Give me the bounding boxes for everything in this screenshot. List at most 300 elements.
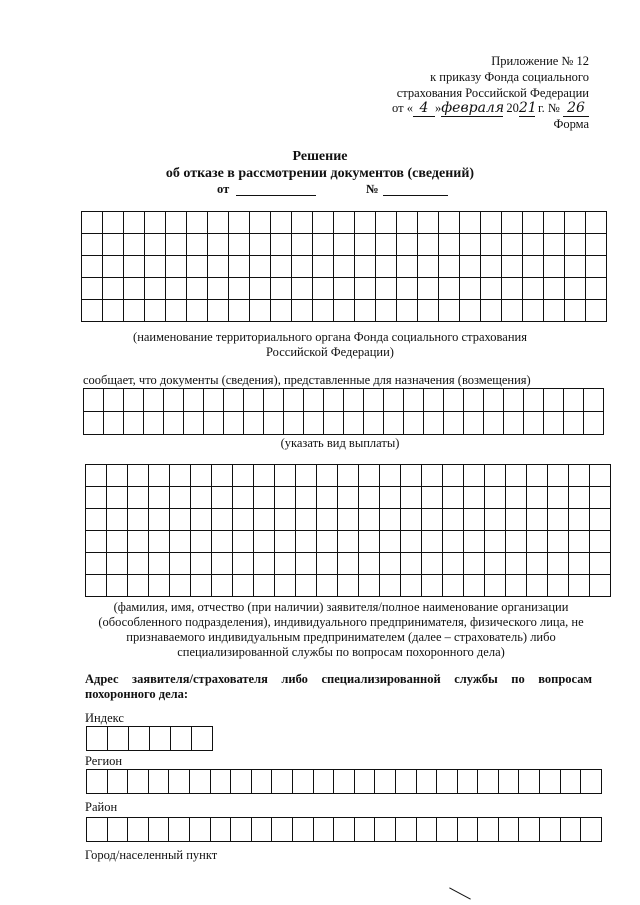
grid-cell[interactable] <box>187 234 208 256</box>
grid-cell[interactable] <box>404 412 424 435</box>
grid-cell[interactable] <box>564 412 584 435</box>
grid-cell[interactable] <box>401 553 422 575</box>
grid-cell[interactable] <box>124 412 144 435</box>
grid-cell[interactable] <box>128 818 149 842</box>
grid-cell[interactable] <box>506 531 527 553</box>
grid-cell[interactable] <box>344 389 364 412</box>
grid-cell[interactable] <box>284 412 304 435</box>
grid-cell[interactable] <box>103 256 124 278</box>
grid-cell[interactable] <box>187 212 208 234</box>
grid-cell[interactable] <box>416 770 437 794</box>
grid-cell[interactable] <box>254 553 275 575</box>
grid-cell[interactable] <box>317 553 338 575</box>
grid-cell[interactable] <box>107 465 128 487</box>
grid-cell[interactable] <box>590 531 611 553</box>
grid-cell[interactable] <box>478 818 499 842</box>
grid-cell[interactable] <box>444 412 464 435</box>
grid-cell[interactable] <box>166 234 187 256</box>
grid-cell[interactable] <box>82 234 103 256</box>
grid-cell[interactable] <box>317 465 338 487</box>
grid-cell[interactable] <box>506 509 527 531</box>
grid-cell[interactable] <box>87 727 108 751</box>
grid-cell[interactable] <box>395 770 416 794</box>
grid-cell[interactable] <box>359 487 380 509</box>
grid-cell[interactable] <box>254 465 275 487</box>
grid-cell[interactable] <box>422 531 443 553</box>
grid-cell[interactable] <box>581 818 602 842</box>
grid-cell[interactable] <box>498 818 519 842</box>
grid-cell[interactable] <box>481 234 502 256</box>
grid-cell[interactable] <box>569 575 590 597</box>
grid-cell[interactable] <box>166 278 187 300</box>
grid-cell[interactable] <box>548 575 569 597</box>
grid-cell[interactable] <box>292 818 313 842</box>
grid-cell[interactable] <box>296 487 317 509</box>
grid-cell[interactable] <box>502 212 523 234</box>
grid-cell[interactable] <box>485 575 506 597</box>
grid-cell[interactable] <box>498 770 519 794</box>
grid-cell[interactable] <box>401 531 422 553</box>
grid-cell[interactable] <box>128 531 149 553</box>
grid-cell[interactable] <box>244 412 264 435</box>
grid-cell[interactable] <box>548 531 569 553</box>
grid-cell[interactable] <box>338 509 359 531</box>
grid-cell[interactable] <box>229 212 250 234</box>
grid-cell[interactable] <box>191 487 212 509</box>
grid-cell[interactable] <box>313 770 334 794</box>
grid-cell[interactable] <box>569 487 590 509</box>
grid-cell[interactable] <box>586 278 607 300</box>
grid-cell[interactable] <box>272 818 293 842</box>
grid-cell[interactable] <box>484 389 504 412</box>
grid-cell[interactable] <box>502 300 523 322</box>
grid-cell[interactable] <box>212 509 233 531</box>
grid-cell[interactable] <box>565 256 586 278</box>
grid-cell[interactable] <box>506 487 527 509</box>
grid-cell[interactable] <box>164 412 184 435</box>
grid-cell[interactable] <box>145 234 166 256</box>
grid-cell[interactable] <box>334 278 355 300</box>
grid-cell[interactable] <box>485 509 506 531</box>
grid-cell[interactable] <box>457 770 478 794</box>
grid-cell[interactable] <box>338 531 359 553</box>
grid-cell[interactable] <box>212 487 233 509</box>
grid-cell[interactable] <box>422 465 443 487</box>
grid-cell[interactable] <box>107 575 128 597</box>
grid-cell[interactable] <box>82 300 103 322</box>
grid-cell[interactable] <box>569 465 590 487</box>
grid-cell[interactable] <box>380 575 401 597</box>
grid-cell[interactable] <box>364 412 384 435</box>
grid-cell[interactable] <box>519 770 540 794</box>
grid-cell[interactable] <box>187 278 208 300</box>
grid-cell[interactable] <box>418 300 439 322</box>
grid-cell[interactable] <box>250 234 271 256</box>
grid-cell[interactable] <box>166 300 187 322</box>
grid-cell[interactable] <box>275 465 296 487</box>
grid-cell[interactable] <box>149 509 170 531</box>
grid-cell[interactable] <box>204 412 224 435</box>
grid-cell[interactable] <box>395 818 416 842</box>
grid-cell[interactable] <box>437 818 458 842</box>
grid-cell[interactable] <box>250 212 271 234</box>
grid-cell[interactable] <box>233 531 254 553</box>
grid-cell[interactable] <box>569 531 590 553</box>
grid-cell[interactable] <box>84 412 104 435</box>
grid-cell[interactable] <box>376 300 397 322</box>
grid-cell[interactable] <box>104 389 124 412</box>
grid-cell[interactable] <box>416 818 437 842</box>
grid-cell[interactable] <box>229 256 250 278</box>
grid-cell[interactable] <box>166 256 187 278</box>
grid-cell[interactable] <box>464 509 485 531</box>
grid-cell[interactable] <box>204 389 224 412</box>
grid-cell[interactable] <box>184 389 204 412</box>
grid-cell[interactable] <box>128 553 149 575</box>
grid-cell[interactable] <box>565 300 586 322</box>
grid-cell[interactable] <box>184 412 204 435</box>
grid-cell[interactable] <box>443 531 464 553</box>
grid-cell[interactable] <box>292 234 313 256</box>
grid-cell[interactable] <box>478 770 499 794</box>
number-field[interactable] <box>383 195 448 196</box>
grid-cell[interactable] <box>581 770 602 794</box>
grid-cell[interactable] <box>145 256 166 278</box>
grid-cell[interactable] <box>397 234 418 256</box>
grid-cell[interactable] <box>354 818 375 842</box>
grid-cell[interactable] <box>544 389 564 412</box>
grid-cell[interactable] <box>485 553 506 575</box>
grid-cell[interactable] <box>418 234 439 256</box>
grid-cell[interactable] <box>439 300 460 322</box>
grid-cell[interactable] <box>128 487 149 509</box>
grid-cell[interactable] <box>191 553 212 575</box>
grid-cell[interactable] <box>464 531 485 553</box>
grid-cell[interactable] <box>359 465 380 487</box>
grid-cell[interactable] <box>527 531 548 553</box>
grid-cell[interactable] <box>272 770 293 794</box>
grid-cell[interactable] <box>504 412 524 435</box>
grid-cell[interactable] <box>584 412 604 435</box>
region-grid[interactable] <box>86 769 602 794</box>
grid-cell[interactable] <box>171 727 192 751</box>
grid-cell[interactable] <box>250 300 271 322</box>
grid-cell[interactable] <box>144 389 164 412</box>
grid-cell[interactable] <box>149 575 170 597</box>
grid-cell[interactable] <box>334 256 355 278</box>
grid-cell[interactable] <box>590 509 611 531</box>
grid-cell[interactable] <box>124 278 145 300</box>
grid-cell[interactable] <box>224 412 244 435</box>
grid-cell[interactable] <box>271 278 292 300</box>
grid-cell[interactable] <box>484 412 504 435</box>
grid-cell[interactable] <box>304 389 324 412</box>
grid-cell[interactable] <box>375 818 396 842</box>
grid-cell[interactable] <box>150 727 171 751</box>
grid-cell[interactable] <box>544 412 564 435</box>
grid-cell[interactable] <box>284 389 304 412</box>
grid-cell[interactable] <box>170 465 191 487</box>
grid-cell[interactable] <box>250 256 271 278</box>
grid-cell[interactable] <box>334 212 355 234</box>
grid-cell[interactable] <box>313 212 334 234</box>
grid-cell[interactable] <box>523 278 544 300</box>
grid-cell[interactable] <box>254 575 275 597</box>
grid-cell[interactable] <box>527 487 548 509</box>
grid-cell[interactable] <box>424 389 444 412</box>
grid-cell[interactable] <box>544 256 565 278</box>
grid-cell[interactable] <box>544 234 565 256</box>
grid-cell[interactable] <box>485 487 506 509</box>
grid-cell[interactable] <box>376 278 397 300</box>
grid-cell[interactable] <box>355 234 376 256</box>
grid-cell[interactable] <box>523 234 544 256</box>
grid-cell[interactable] <box>457 818 478 842</box>
grid-cell[interactable] <box>460 234 481 256</box>
grid-cell[interactable] <box>107 509 128 531</box>
grid-cell[interactable] <box>187 300 208 322</box>
grid-cell[interactable] <box>296 465 317 487</box>
grid-cell[interactable] <box>422 487 443 509</box>
payment-type-grid[interactable] <box>83 388 604 435</box>
grid-cell[interactable] <box>397 300 418 322</box>
grid-cell[interactable] <box>506 553 527 575</box>
grid-cell[interactable] <box>149 465 170 487</box>
grid-cell[interactable] <box>107 553 128 575</box>
grid-cell[interactable] <box>424 412 444 435</box>
grid-cell[interactable] <box>313 256 334 278</box>
grid-cell[interactable] <box>86 531 107 553</box>
grid-cell[interactable] <box>229 234 250 256</box>
grid-cell[interactable] <box>292 300 313 322</box>
grid-cell[interactable] <box>359 575 380 597</box>
grid-cell[interactable] <box>380 465 401 487</box>
grid-cell[interactable] <box>148 818 169 842</box>
grid-cell[interactable] <box>107 818 128 842</box>
grid-cell[interactable] <box>317 509 338 531</box>
grid-cell[interactable] <box>444 389 464 412</box>
grid-cell[interactable] <box>296 531 317 553</box>
grid-cell[interactable] <box>397 256 418 278</box>
grid-cell[interactable] <box>384 412 404 435</box>
grid-cell[interactable] <box>170 509 191 531</box>
grid-cell[interactable] <box>191 465 212 487</box>
grid-cell[interactable] <box>502 234 523 256</box>
grid-cell[interactable] <box>397 278 418 300</box>
grid-cell[interactable] <box>86 465 107 487</box>
grid-cell[interactable] <box>275 531 296 553</box>
grid-cell[interactable] <box>103 212 124 234</box>
grid-cell[interactable] <box>317 531 338 553</box>
grid-cell[interactable] <box>86 487 107 509</box>
grid-cell[interactable] <box>548 487 569 509</box>
grid-cell[interactable] <box>502 278 523 300</box>
grid-cell[interactable] <box>189 818 210 842</box>
grid-cell[interactable] <box>460 300 481 322</box>
grid-cell[interactable] <box>523 212 544 234</box>
grid-cell[interactable] <box>443 465 464 487</box>
grid-cell[interactable] <box>124 212 145 234</box>
grid-cell[interactable] <box>569 509 590 531</box>
from-date-field[interactable] <box>236 195 316 196</box>
grid-cell[interactable] <box>590 553 611 575</box>
grid-cell[interactable] <box>107 487 128 509</box>
grid-cell[interactable] <box>313 278 334 300</box>
grid-cell[interactable] <box>355 256 376 278</box>
grid-cell[interactable] <box>523 300 544 322</box>
grid-cell[interactable] <box>544 278 565 300</box>
grid-cell[interactable] <box>148 770 169 794</box>
grid-cell[interactable] <box>527 509 548 531</box>
grid-cell[interactable] <box>170 487 191 509</box>
grid-cell[interactable] <box>87 770 108 794</box>
grid-cell[interactable] <box>170 531 191 553</box>
grid-cell[interactable] <box>527 575 548 597</box>
grid-cell[interactable] <box>86 509 107 531</box>
grid-cell[interactable] <box>422 509 443 531</box>
grid-cell[interactable] <box>107 770 128 794</box>
grid-cell[interactable] <box>210 818 231 842</box>
grid-cell[interactable] <box>364 389 384 412</box>
grid-cell[interactable] <box>338 465 359 487</box>
grid-cell[interactable] <box>128 575 149 597</box>
grid-cell[interactable] <box>149 487 170 509</box>
grid-cell[interactable] <box>210 770 231 794</box>
grid-cell[interactable] <box>212 531 233 553</box>
grid-cell[interactable] <box>334 818 355 842</box>
grid-cell[interactable] <box>87 818 108 842</box>
grid-cell[interactable] <box>292 256 313 278</box>
grid-cell[interactable] <box>355 278 376 300</box>
grid-cell[interactable] <box>384 389 404 412</box>
grid-cell[interactable] <box>375 770 396 794</box>
grid-cell[interactable] <box>169 770 190 794</box>
grid-cell[interactable] <box>124 300 145 322</box>
grid-cell[interactable] <box>443 487 464 509</box>
grid-cell[interactable] <box>149 531 170 553</box>
grid-cell[interactable] <box>84 389 104 412</box>
grid-cell[interactable] <box>334 234 355 256</box>
grid-cell[interactable] <box>224 389 244 412</box>
grid-cell[interactable] <box>191 575 212 597</box>
grid-cell[interactable] <box>212 575 233 597</box>
grid-cell[interactable] <box>359 531 380 553</box>
grid-cell[interactable] <box>264 389 284 412</box>
grid-cell[interactable] <box>437 770 458 794</box>
grid-cell[interactable] <box>584 389 604 412</box>
grid-cell[interactable] <box>338 553 359 575</box>
grid-cell[interactable] <box>124 256 145 278</box>
grid-cell[interactable] <box>376 212 397 234</box>
index-grid[interactable] <box>86 726 213 751</box>
grid-cell[interactable] <box>233 509 254 531</box>
grid-cell[interactable] <box>233 487 254 509</box>
grid-cell[interactable] <box>145 278 166 300</box>
grid-cell[interactable] <box>359 553 380 575</box>
grid-cell[interactable] <box>275 575 296 597</box>
grid-cell[interactable] <box>548 553 569 575</box>
grid-cell[interactable] <box>244 389 264 412</box>
grid-cell[interactable] <box>170 553 191 575</box>
grid-cell[interactable] <box>275 553 296 575</box>
grid-cell[interactable] <box>313 818 334 842</box>
grid-cell[interactable] <box>229 300 250 322</box>
grid-cell[interactable] <box>586 300 607 322</box>
grid-cell[interactable] <box>504 389 524 412</box>
grid-cell[interactable] <box>254 531 275 553</box>
grid-cell[interactable] <box>271 234 292 256</box>
grid-cell[interactable] <box>292 770 313 794</box>
grid-cell[interactable] <box>460 278 481 300</box>
grid-cell[interactable] <box>527 553 548 575</box>
grid-cell[interactable] <box>359 509 380 531</box>
grid-cell[interactable] <box>149 553 170 575</box>
grid-cell[interactable] <box>527 465 548 487</box>
grid-cell[interactable] <box>380 487 401 509</box>
grid-cell[interactable] <box>103 278 124 300</box>
grid-cell[interactable] <box>103 300 124 322</box>
grid-cell[interactable] <box>464 487 485 509</box>
grid-cell[interactable] <box>418 212 439 234</box>
grid-cell[interactable] <box>86 575 107 597</box>
grid-cell[interactable] <box>233 465 254 487</box>
grid-cell[interactable] <box>208 256 229 278</box>
grid-cell[interactable] <box>334 770 355 794</box>
grid-cell[interactable] <box>212 465 233 487</box>
grid-cell[interactable] <box>264 412 284 435</box>
grid-cell[interactable] <box>191 509 212 531</box>
grid-cell[interactable] <box>82 256 103 278</box>
grid-cell[interactable] <box>481 300 502 322</box>
grid-cell[interactable] <box>82 278 103 300</box>
grid-cell[interactable] <box>82 212 103 234</box>
grid-cell[interactable] <box>439 278 460 300</box>
grid-cell[interactable] <box>443 553 464 575</box>
grid-cell[interactable] <box>292 278 313 300</box>
grid-cell[interactable] <box>144 412 164 435</box>
grid-cell[interactable] <box>324 412 344 435</box>
grid-cell[interactable] <box>464 412 484 435</box>
grid-cell[interactable] <box>464 389 484 412</box>
grid-cell[interactable] <box>187 256 208 278</box>
grid-cell[interactable] <box>524 412 544 435</box>
grid-cell[interactable] <box>355 300 376 322</box>
grid-cell[interactable] <box>145 300 166 322</box>
grid-cell[interactable] <box>208 300 229 322</box>
grid-cell[interactable] <box>565 234 586 256</box>
grid-cell[interactable] <box>254 509 275 531</box>
grid-cell[interactable] <box>338 487 359 509</box>
grid-cell[interactable] <box>540 770 561 794</box>
grid-cell[interactable] <box>439 234 460 256</box>
grid-cell[interactable] <box>124 234 145 256</box>
grid-cell[interactable] <box>565 212 586 234</box>
grid-cell[interactable] <box>565 278 586 300</box>
organ-name-grid[interactable] <box>81 211 607 322</box>
grid-cell[interactable] <box>296 553 317 575</box>
grid-cell[interactable] <box>231 770 252 794</box>
grid-cell[interactable] <box>104 412 124 435</box>
grid-cell[interactable] <box>164 389 184 412</box>
grid-cell[interactable] <box>586 234 607 256</box>
grid-cell[interactable] <box>275 487 296 509</box>
grid-cell[interactable] <box>590 465 611 487</box>
grid-cell[interactable] <box>192 727 213 751</box>
grid-cell[interactable] <box>380 509 401 531</box>
grid-cell[interactable] <box>233 575 254 597</box>
grid-cell[interactable] <box>191 531 212 553</box>
grid-cell[interactable] <box>128 509 149 531</box>
